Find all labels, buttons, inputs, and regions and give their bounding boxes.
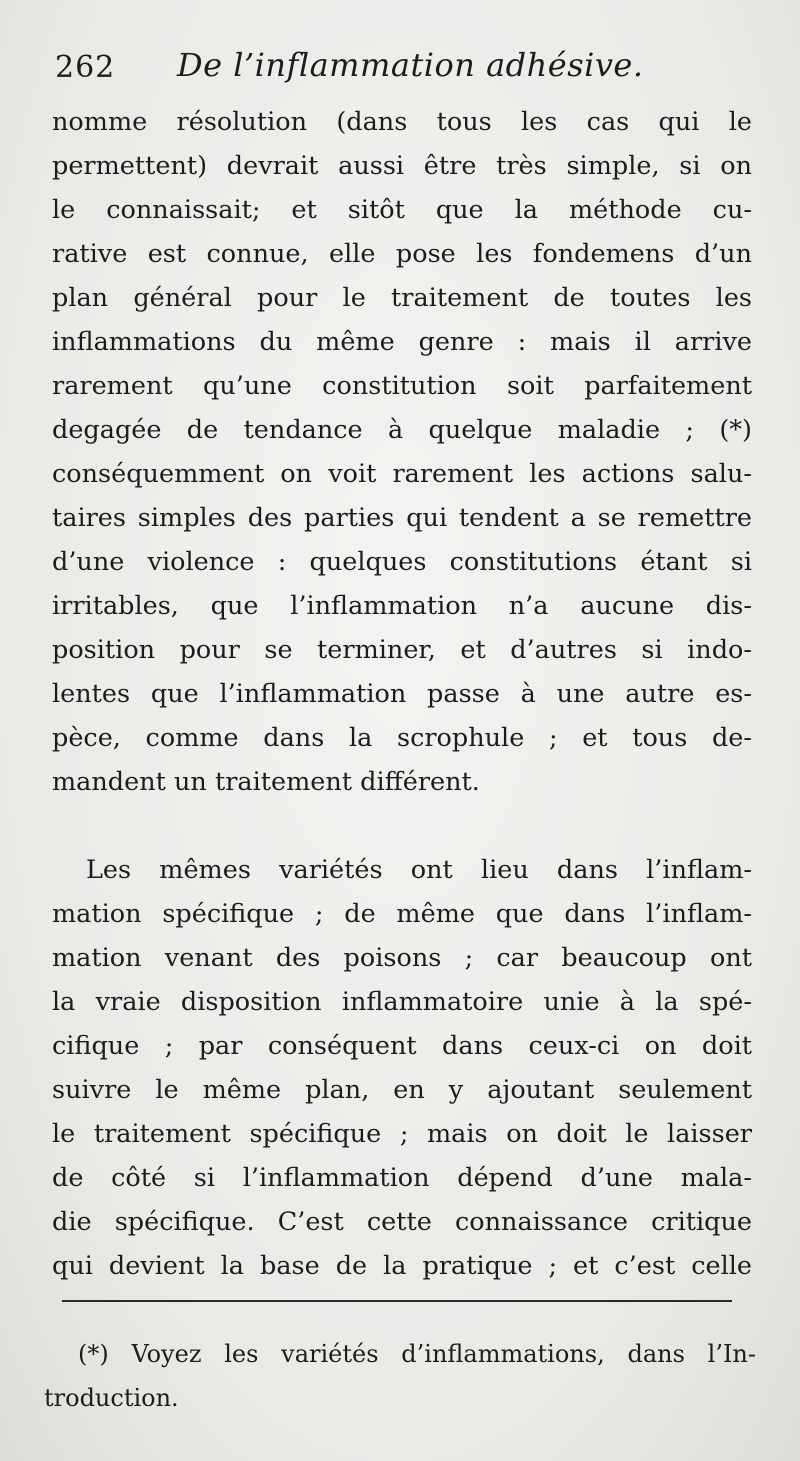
text-line: degagée de tendance à quelque maladie ; (*) [52, 415, 752, 445]
text-line: taires simples des parties qui tendent a se remettre [52, 503, 752, 533]
text-line: qui devient la base de la pratique ; et c’est celle [52, 1251, 752, 1281]
text-line: inflammations du même genre : mais il arrive [52, 327, 752, 357]
text-line: mation spécifique ; de même que dans l’inflam- [52, 899, 752, 929]
text-line: cifique ; par conséquent dans ceux-ci on doit [52, 1031, 752, 1061]
text-line: mandent un traitement différent. [52, 767, 480, 797]
text-line: rarement qu’une constitution soit parfaitement [52, 371, 752, 401]
text-line: lentes que l’inflammation passe à une autre es- [52, 679, 752, 709]
paragraph-gap [52, 804, 752, 848]
text-line: Les mêmes variétés ont lieu dans l’inflam- [86, 855, 752, 885]
text-line: die spécifique. C’est cette connaissance critique [52, 1207, 752, 1237]
footnote-line: troduction. [44, 1384, 179, 1412]
page-header [55, 44, 745, 94]
text-line: rative est connue, elle pose les fondemens d’un [52, 239, 752, 269]
text-line: de côté si l’inflammation dépend d’une mala- [52, 1163, 752, 1193]
body-text [52, 100, 752, 1288]
text-line: le traitement spécifique ; mais on doit le laisser [52, 1119, 752, 1149]
running-title: De l’inflammation adhésive. [177, 46, 644, 84]
text-line: d’une violence : quelques constitutions étant si [52, 547, 752, 577]
text-line: plan général pour le traitement de toutes les [52, 283, 752, 313]
page-number: 262 [55, 50, 116, 85]
footnote-line: (*) Voyez les variétés d’inflammations, dans l’In- [78, 1340, 756, 1368]
text-line: la vraie disposition inflammatoire unie à la spé- [52, 987, 752, 1017]
text-line: nomme résolution (dans tous les cas qui le [52, 107, 752, 137]
text-line: pèce, comme dans la scrophule ; et tous de- [52, 723, 752, 753]
text-line: le connaissait; et sitôt que la méthode cu- [52, 195, 752, 225]
text-line: position pour se terminer, et d’autres si indo- [52, 635, 752, 665]
text-line: permettent) devrait aussi être très simple, si on [52, 151, 752, 181]
footnote-rule [62, 1300, 732, 1302]
text-line: mation venant des poisons ; car beaucoup ont [52, 943, 752, 973]
text-line: conséquemment on voit rarement les actions salu- [52, 459, 752, 489]
footnote [44, 1332, 756, 1420]
text-line: suivre le même plan, en y ajoutant seulement [52, 1075, 752, 1105]
text-line: irritables, que l’inflammation n’a aucune dis- [52, 591, 752, 621]
